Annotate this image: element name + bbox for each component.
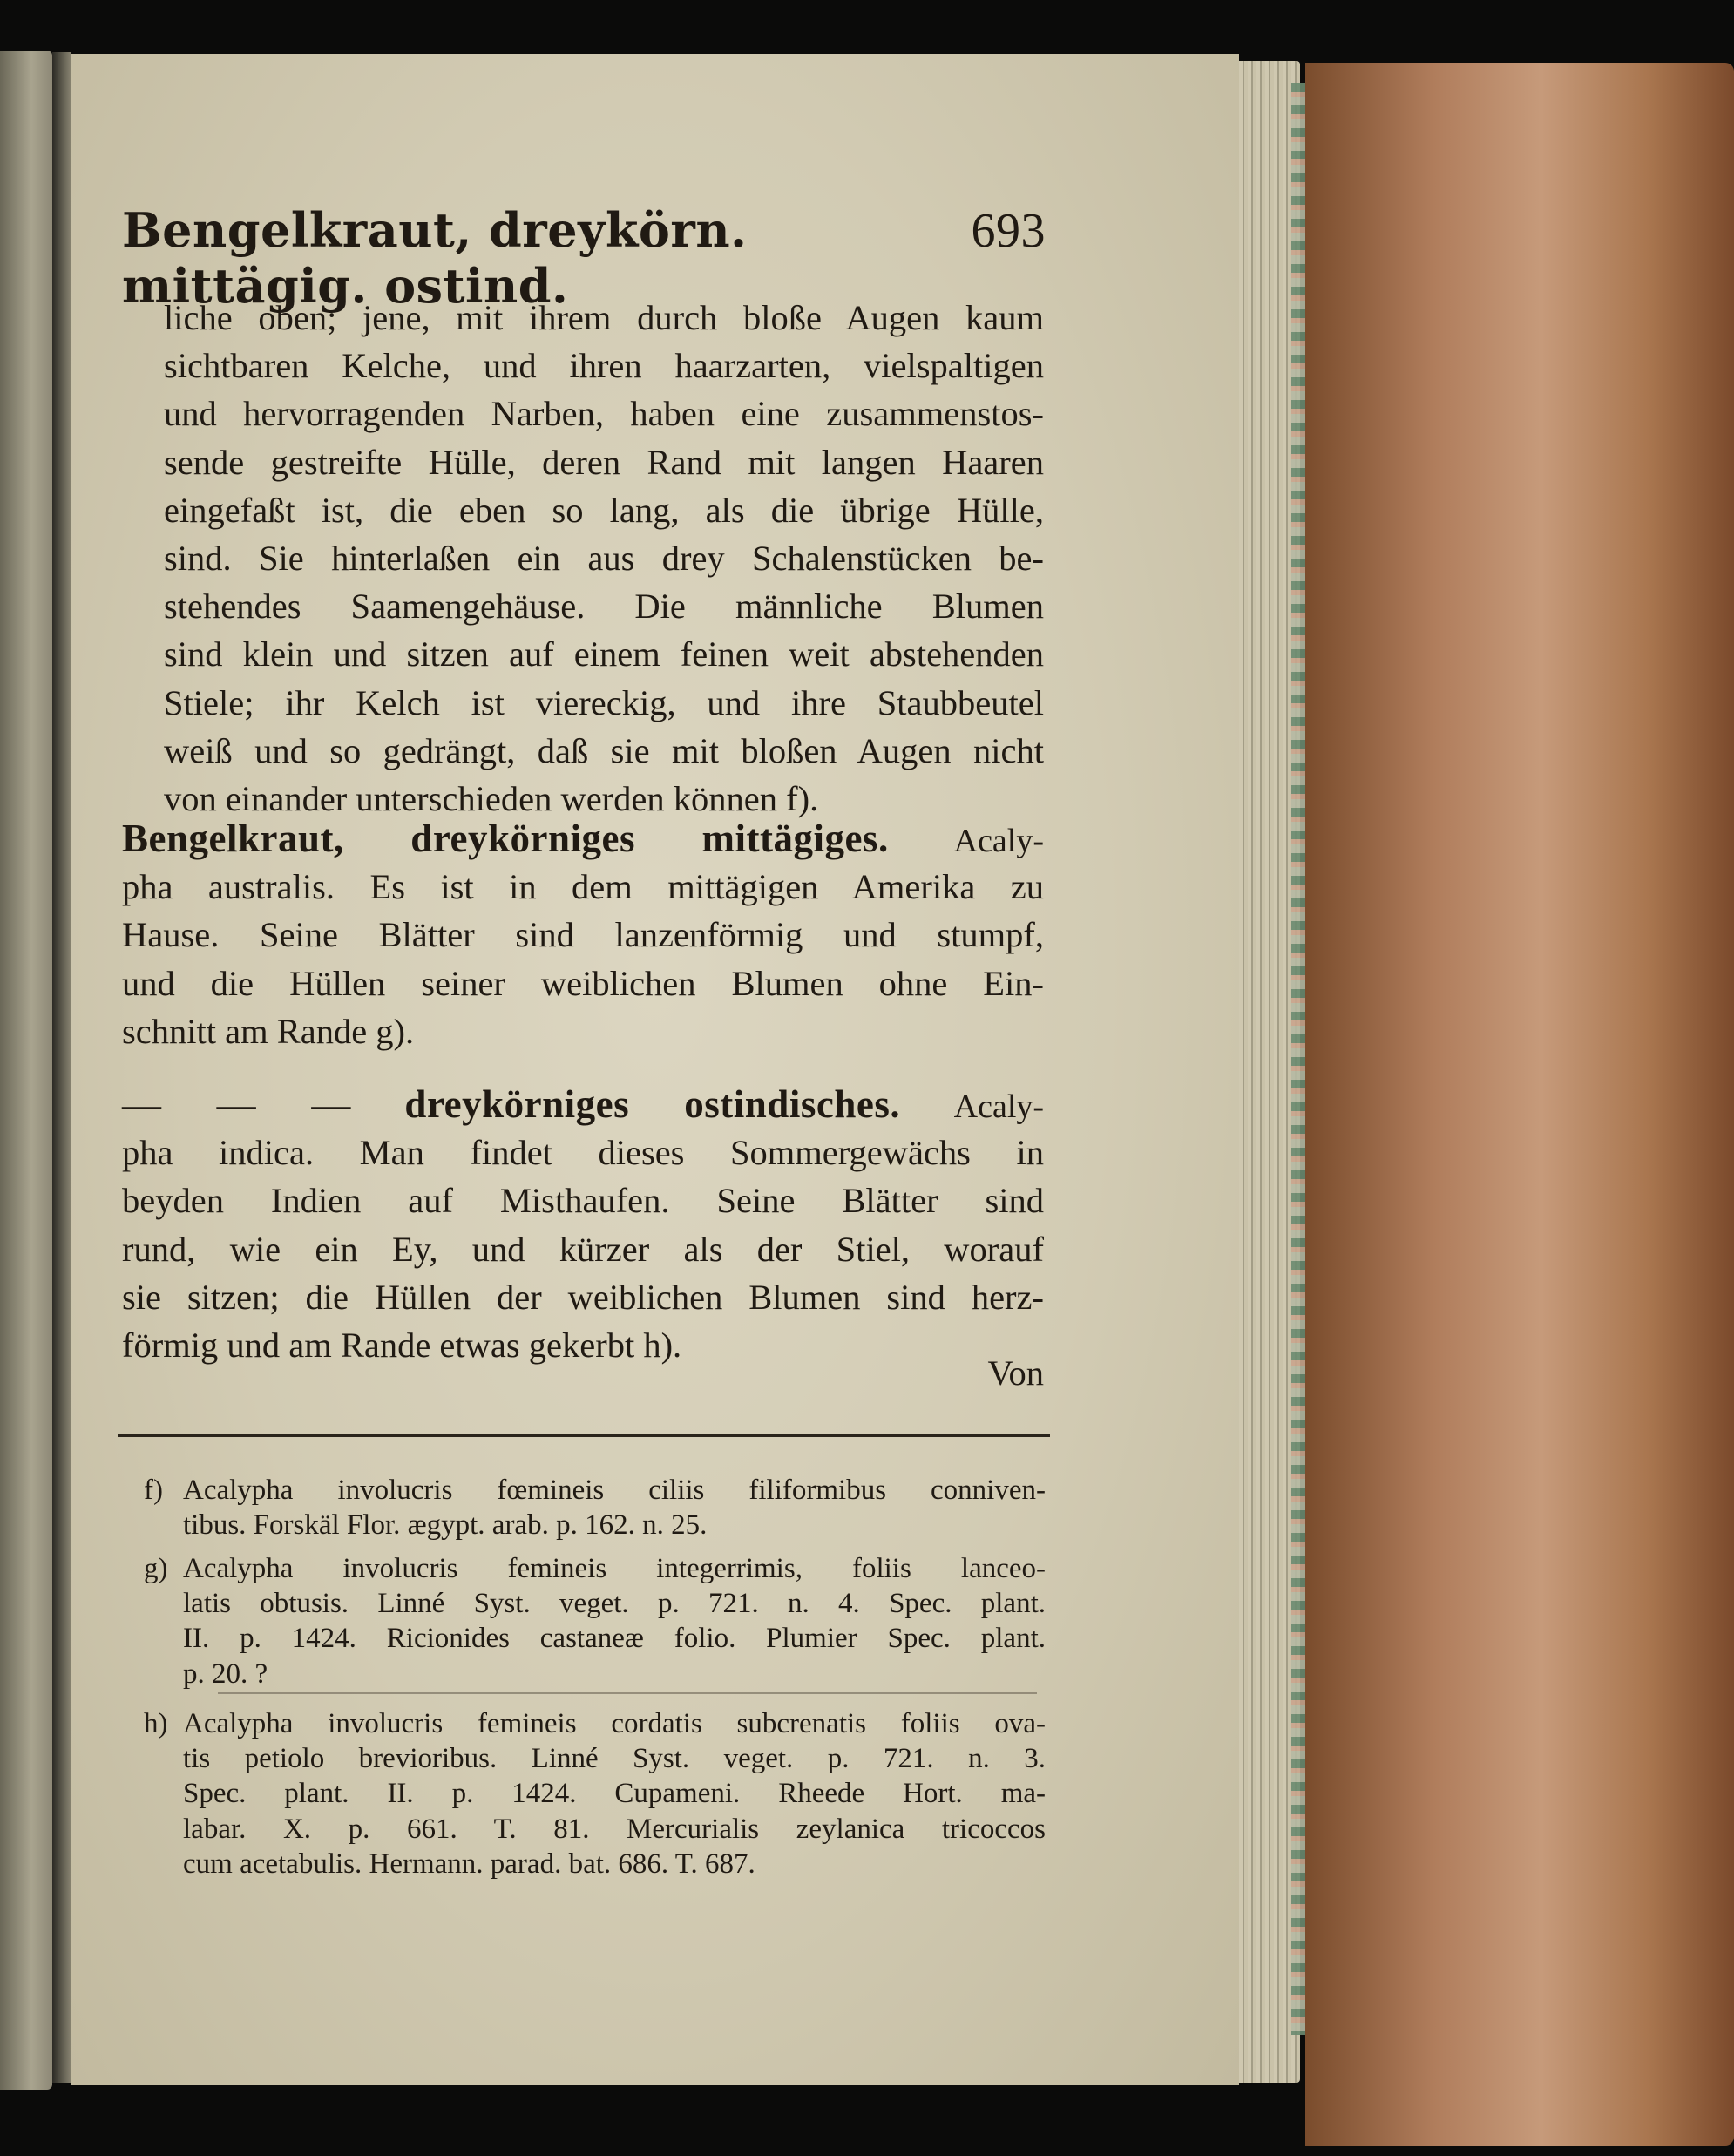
text-line: eingefaßt ist, die eben so lang, als die übrige Hülle, bbox=[164, 490, 1044, 530]
latin-name: Acaly- bbox=[953, 1088, 1045, 1125]
entry-acalypha-indica bbox=[122, 1081, 1044, 1369]
footnote-text: II. p. 1424. Ricionides castaneæ folio. Plumier Spec. plant. bbox=[183, 1623, 1046, 1655]
footnote-line bbox=[144, 1621, 1046, 1656]
text-line: von einander unterschieden werden können f). bbox=[164, 778, 819, 818]
text-line: pha indica. Man findet dieses Sommergewächs in bbox=[122, 1133, 1044, 1173]
paragraph-1 bbox=[164, 294, 1044, 823]
text-line: Stiele; ihr Kelch ist viereckig, und ihre Staubbeutel bbox=[164, 682, 1044, 722]
ditto-dashes: — — — bbox=[122, 1082, 351, 1126]
text-line: weiß und so gedrängt, daß sie mit bloßen Augen nicht bbox=[164, 730, 1044, 770]
footnote-text: p. 20. ? bbox=[183, 1658, 268, 1690]
footnote-line bbox=[144, 1741, 1046, 1776]
latin-name: Acaly- bbox=[953, 823, 1045, 859]
footnote-line bbox=[144, 1776, 1046, 1811]
text-line: rund, wie ein Ey, und kürzer als der Stiel, worauf bbox=[122, 1229, 1044, 1269]
book-gutter bbox=[52, 52, 71, 2083]
footnote-line bbox=[144, 1586, 1046, 1621]
text-line: sie sitzen; die Hüllen der weiblichen Blumen sind herz- bbox=[122, 1277, 1044, 1317]
text-line: förmig und am Rande etwas gekerbt h). bbox=[122, 1325, 682, 1365]
entry-heading-line bbox=[122, 1081, 1044, 1129]
footnote-text: Acalypha involucris femineis integerrimis, foliis lanceo- bbox=[183, 1553, 1046, 1584]
footnote-line bbox=[144, 1473, 1046, 1508]
entry-acalypha-australis bbox=[122, 815, 1044, 1055]
footnote-line bbox=[144, 1847, 1046, 1881]
footnote-rule bbox=[118, 1434, 1050, 1437]
footnote-text: tibus. Forskäl Flor. ægypt. arab. p. 162. n. 25. bbox=[183, 1509, 708, 1542]
book-cover bbox=[1305, 63, 1734, 2146]
text-line: schnitt am Rande g). bbox=[122, 1011, 415, 1051]
catchword: Von bbox=[987, 1353, 1044, 1393]
footnote-line bbox=[144, 1812, 1046, 1847]
footnote-text: labar. X. p. 661. T. 81. Mercurialis zeylanica tricoccos bbox=[183, 1813, 1046, 1845]
catchword-block bbox=[164, 1349, 1044, 1397]
footnote-text: Spec. plant. II. p. 1424. Cupameni. Rheede Hort. ma- bbox=[183, 1778, 1046, 1810]
page-number: 693 bbox=[971, 204, 1046, 258]
footnote-line bbox=[144, 1706, 1046, 1741]
footnote-text: Acalypha involucris femineis cordatis subcrenatis foliis ova- bbox=[183, 1708, 1046, 1739]
footnote-mark: f) bbox=[144, 1475, 163, 1506]
text-line: und hervorragenden Narben, haben eine zusammenstos- bbox=[164, 394, 1044, 434]
footnote-line bbox=[144, 1657, 1046, 1692]
entry-heading: dreykörniges ostindisches. bbox=[404, 1082, 901, 1126]
footnote-f bbox=[144, 1473, 1046, 1542]
footnote-mark: g) bbox=[144, 1553, 168, 1584]
text-line: liche oben; jene, mit ihrem durch bloße Augen kaum bbox=[164, 298, 1044, 337]
text-line: Hause. Seine Blätter sind lanzenförmig und stumpf, bbox=[122, 915, 1044, 955]
running-head bbox=[122, 202, 1046, 314]
text-line: sind. Sie hinterlaßen ein aus drey Schalenstücken be- bbox=[164, 538, 1044, 578]
running-head-title: Bengelkraut, dreykörn. mittägig. ostind. bbox=[122, 202, 748, 314]
text-line: sende gestreifte Hülle, deren Rand mit langen Haaren bbox=[164, 442, 1044, 482]
text-line: sind klein und sitzen auf einem feinen weit abstehenden bbox=[164, 634, 1044, 675]
marbled-edge bbox=[1291, 83, 1305, 2035]
footnote-text: latis obtusis. Linné Syst. veget. p. 721. n. 4. Spec. plant. bbox=[183, 1588, 1046, 1620]
text-line: pha australis. Es ist in dem mittägigen Amerika zu bbox=[122, 867, 1044, 907]
footnote-text: cum acetabulis. Hermann. parad. bat. 686. T. 687. bbox=[183, 1848, 755, 1880]
text-line: beyden Indien auf Misthaufen. Seine Blätter sind bbox=[122, 1181, 1044, 1221]
footnote-text: tis petiolo brevioribus. Linné Syst. veget. p. 721. n. 3. bbox=[183, 1743, 1046, 1775]
left-page-edge bbox=[0, 51, 52, 2090]
footnote-line bbox=[144, 1551, 1046, 1586]
footnote-text: Acalypha involucris fœmineis ciliis filiformibus conniven- bbox=[183, 1475, 1046, 1506]
text-line: sichtbaren Kelche, und ihren haarzarten, vielspaltigen bbox=[164, 346, 1044, 386]
text-line: und die Hüllen seiner weiblichen Blumen ohne Ein- bbox=[122, 963, 1044, 1003]
footnote-divider bbox=[218, 1692, 1037, 1694]
footnote-line bbox=[144, 1508, 1046, 1542]
footnote-g bbox=[144, 1551, 1046, 1692]
text-line: stehendes Saamengehäuse. Die männliche Blumen bbox=[164, 586, 1044, 627]
entry-heading: Bengelkraut, dreykörniges mittägiges. bbox=[122, 817, 889, 860]
footnote-mark: h) bbox=[144, 1708, 168, 1739]
footnote-h bbox=[144, 1706, 1046, 1881]
entry-heading-line bbox=[122, 815, 1044, 863]
